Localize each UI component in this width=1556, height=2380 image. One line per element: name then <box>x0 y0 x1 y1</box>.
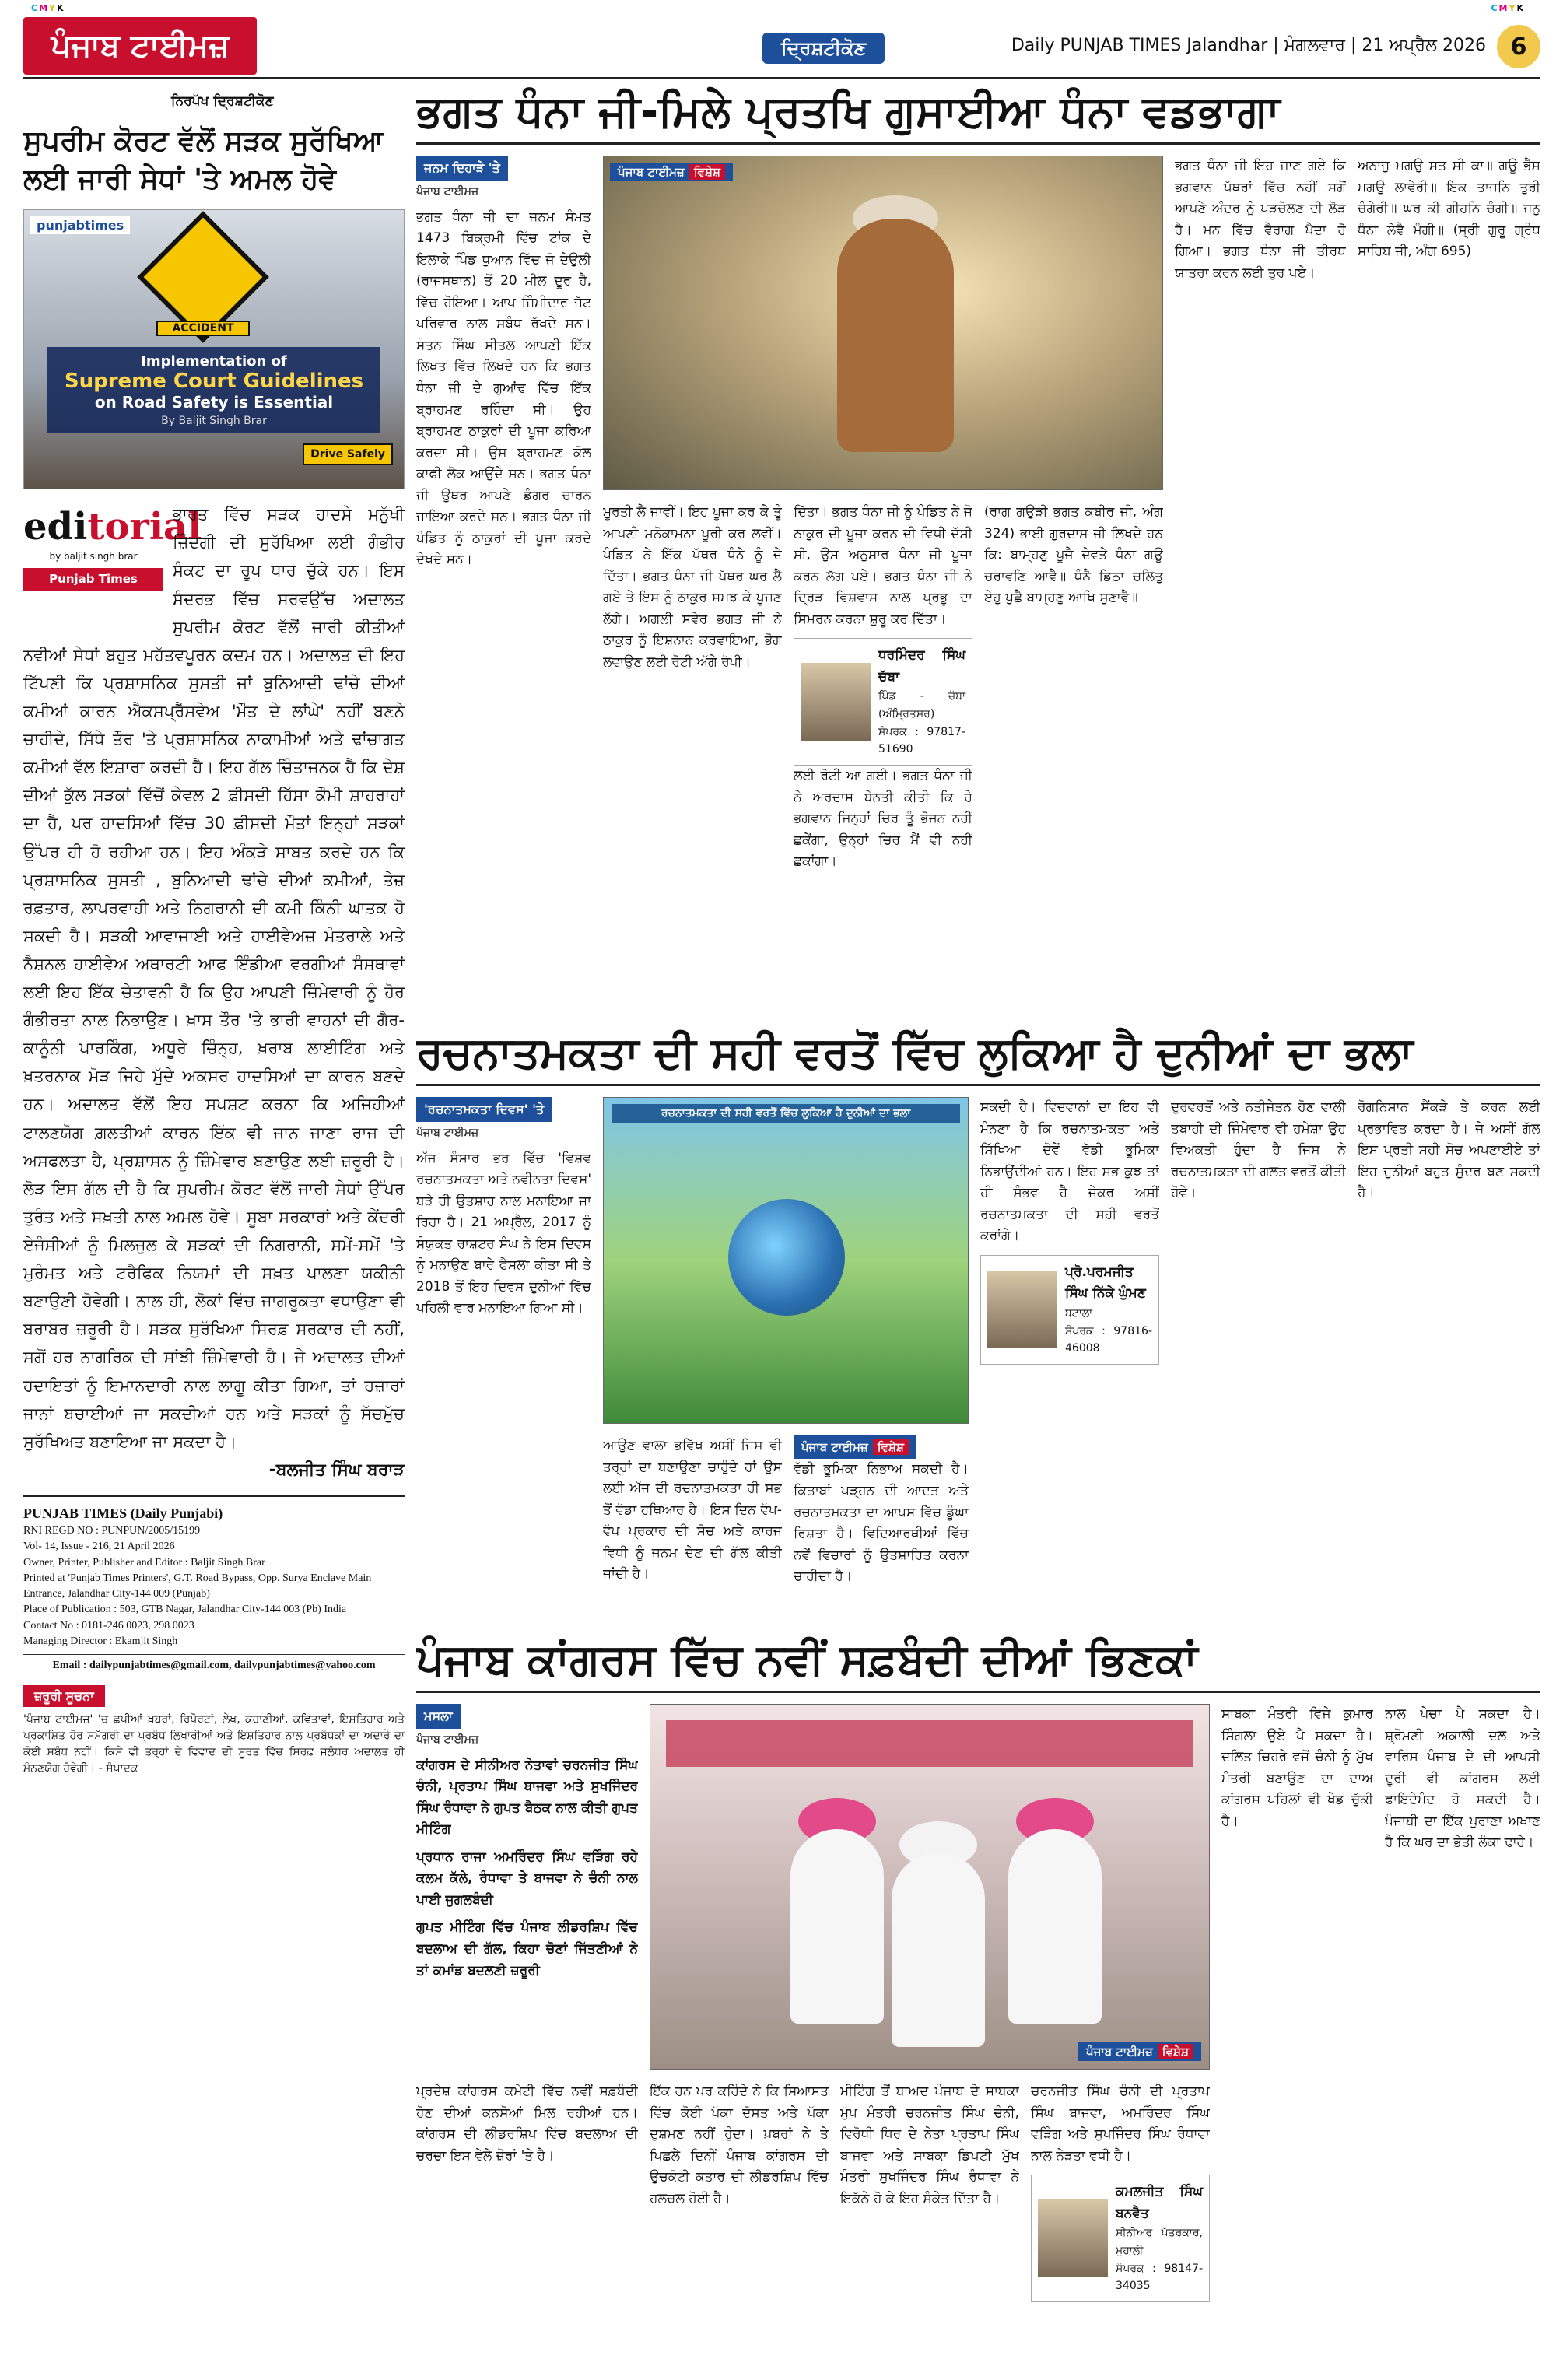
drive-safely-sign: Drive Safely <box>303 443 393 465</box>
punjabtimes-logo: punjabtimes <box>30 216 130 234</box>
story2-col-5-text: ਦੁਰਵਰਤੋਂ ਅਤੇ ਨਤੀਜੇਤਨ ਹੋਣ ਵਾਲੀ ਤਬਾਹੀ ਦੀ ਜਿੰਮੇਵਾਰ ਵੀ ਹਮੇਸ਼ਾ ਉਹ ਵਿਅਕਤੀ ਹੁੰਦਾ ਹੈ ਜਿਸ ਨੇ ਰਚਨਾਤਮਕਤਾ ਦੀ ਗਲਤ ਵਰਤੋਂ ਕੀਤੀ ਹੋਵੇ। <box>1171 1099 1346 1201</box>
accident-label: ACCIDENT <box>156 321 250 336</box>
banner-line-2: Supreme Court Guidelines <box>64 370 364 394</box>
cmyk-k: K <box>57 3 65 13</box>
editorial-body <box>23 500 405 1456</box>
wordmark-part-a: edi <box>23 505 88 549</box>
story2-col-6 <box>1358 1097 1540 1626</box>
story2-col-3 <box>794 1435 969 1626</box>
editorial-text: ਭਾਰਤ ਵਿੱਚ ਸੜਕ ਹਾਦਸੇ ਮਨੁੱਖੀ ਜ਼ਿੰਦਗੀ ਦੀ ਸੁਰੱਖਿਆ ਲਈ ਗੰਭੀਰ ਸੰਕਟ ਦਾ ਰੂਪ ਧਾਰ ਚੁੱਕੇ ਹਨ। ਇਸ ਸੰਦਰਭ ਵਿੱਚ ਸਰਵਉੱਚ ਅਦਾਲਤ ਸੁਪਰੀਮ ਕੋਰਟ ਵੱਲੋਂ ਜਾਰੀ ਕੀਤੀਆਂ ਨਵੀਆਂ ਸੇਧਾਂ ਬਹੁਤ ਮਹੱਤਵਪੂਰਨ ਕਦਮ ਹਨ। ਅਦਾਲਤ ਦੀ ਇਹ ਟਿੱਪਣੀ ਕਿ ਪ੍ਰਸ਼ਾਸਨਿਕ ਸੁਸਤੀ ਜਾਂ ਬੁਨਿਆਦੀ ਢਾਂਚੇ ਦੀਆਂ ਕਮੀਆਂ ਕਾਰਨ ਐਕਸਪ੍ਰੈੱਸਵੇਅ 'ਮੌਤ ਦੇ ਲਾਂਘੇ' ਨਹੀਂ ਬਣਨੇ ਚਾਹੀਦੇ, ਸਿੱਧੇ ਤੌਰ 'ਤੇ ਪ੍ਰਸ਼ਾਸਨਿਕ ਨਾਕਾਮੀਆਂ ਅਤੇ ਢਾਂਚਾਗਤ ਕਮੀਆਂ ਵੱਲ ਇਸ਼ਾਰਾ ਕਰਦੀ ਹੈ। ਇਹ ਗੱਲ ਚਿੰਤਾਜਨਕ ਹੈ ਕਿ ਦੇਸ਼ ਦੀਆਂ ਕੁੱਲ ਸੜਕਾਂ ਵਿੱਚੋਂ ਕੇਵਲ 2 ਫ਼ੀਸਦੀ ਹਿੱਸਾ ਕੌਮੀ ਸ਼ਾਹਰਾਹਾਂ ਦਾ ਹੈ, ਪਰ ਹਾਦਸਿਆਂ ਵਿੱਚ 30 ਫ਼ੀਸਦੀ ਮੌਤਾਂ ਇਨ੍ਹਾਂ ਸੜਕਾਂ ਉੱਪਰ ਹੀ ਹੋ ਰਹੀਆ ਹਨ। ਇਹ ਅੰਕੜੇ ਸਾਬਤ ਕਰਦੇ ਹਨ ਕਿ ਪ੍ਰਸ਼ਾਸਨਿਕ ਸੁਸਤੀ , ਬੁਨਿਆਦੀ ਢਾਂਚੇ ਦੀਆਂ ਕਮੀਆਂ, ਤੇਜ਼ ਰਫ਼ਤਾਰ, ਲਾਪਰਵਾਹੀ ਅਤੇ ਨਿਗਰਾਨੀ ਦੀ ਕਮੀ ਕਿੰਨੀ ਘਾਤਕ ਹੋ ਸਕਦੀ ਹੈ। ਸੜਕੀ ਆਵਾਜਾਈ ਅਤੇ ਹਾਈਵੇਅਜ਼ ਮੰਤਰਾਲੇ ਅਤੇ ਨੈਸ਼ਨਲ ਹਾਈਵੇਅ ਅਥਾਰਟੀ ਆਫ ਇੰਡੀਆ ਵਰਗੀਆਂ ਸੰਸਥਾਵਾਂ ਲਈ ਇਹ ਇੱਕ ਚੇਤਾਵਨੀ ਹੈ ਕਿ ਉਹ ਆਪਣੀ ਜ਼ਿੰਮੇਵਾਰੀ ਨੂੰ ਹੋਰ ਗੰਭੀਰਤਾ ਨਾਲ ਨਿਭਾਉਣ। ਖ਼ਾਸ ਤੌਰ 'ਤੇ ਭਾਰੀ ਵਾਹਨਾਂ ਦੀ ਗੈਰ-ਕਾਨੂੰਨੀ ਪਾਰਕਿੰਗ, ਅਧੂਰੇ ਚਿੰਨ੍ਹ, ਖ਼ਰਾਬ ਲਾਈਟਿੰਗ ਅਤੇ ਖ਼ਤਰਨਾਕ ਮੋੜ ਜਿਹੇ ਮੁੱਦੇ ਅਕਸਰ ਹਾਦਸਿਆਂ ਦਾ ਕਾਰਨ ਬਣਦੇ ਹਨ। ਅਦਾਲਤ ਵੱਲੋਂ ਇਹ ਸਪਸ਼ਟ ਕਰਨਾ ਕਿ ਅਜਿਹੀਆਂ ਟਾਲਣਯੋਗ ਗ਼ਲਤੀਆਂ ਕਾਰਨ ਇੱਕ ਵੀ ਜਾਨ ਜਾਣਾ ਰਾਜ ਦੀ ਅਸਫਲਤਾ ਹੈ, ਪ੍ਰਸ਼ਾਸਨ ਨੂੰ ਜ਼ਿੰਮੇਵਾਰ ਬਣਾਉਣ ਲਈ ਜ਼ਰੂਰੀ ਹੈ। ਲੋੜ ਇਸ ਗੱਲ ਦੀ ਹੈ ਕਿ ਸੁਪਰੀਮ ਕੋਰਟ ਵੱਲੋਂ ਜਾਰੀ ਸੇਧਾਂ ਉੱਪਰ ਤੁਰੰਤ ਅਤੇ ਸਖ਼ਤੀ ਨਾਲ ਅਮਲ ਹੋਵੇ। ਸੂਬਾ ਸਰਕਾਰਾਂ ਅਤੇ ਕੇਂਦਰੀ ਏਜੰਸੀਆਂ ਨੂੰ ਮਿਲਜੁਲ ਕੇ ਸੜਕਾਂ ਦੀ ਨਿਗਰਾਨੀ, ਸਮੇਂ-ਸਮੇਂ 'ਤੇ ਮੁਰੰਮਤ ਅਤੇ ਟਰੈਫਿਕ ਨਿਯਮਾਂ ਦੀ ਸਖ਼ਤ ਪਾਲਣਾ ਯਕੀਨੀ ਬਣਾਉਣੀ ਹੋਵੇਗੀ। ਨਾਲ ਹੀ, ਲੋਕਾਂ ਵਿੱਚ ਜਾਗਰੂਕਤਾ ਵਧਾਉਣਾ ਵੀ ਬਰਾਬਰ ਜ਼ਰੂਰੀ ਹੈ। ਸੜਕ ਸੁਰੱਖਿਆ ਸਿਰਫ਼ ਸਰਕਾਰ ਦੀ ਨਹੀਂ, ਸਗੋਂ ਹਰ ਨਾਗਰਿਕ ਦੀ ਸਾਂਝੀ ਜ਼ਿੰਮੇਵਾਰੀ ਹੈ। ਜੇ ਅਦਾਲਤ ਦੀਆਂ ਹਦਾਇਤਾਂ ਨੂੰ ਇਮਾਨਦਾਰੀ ਨਾਲ ਲਾਗੂ ਕੀਤਾ ਗਿਆ, ਤਾਂ ਹਜ਼ਾਰਾਂ ਜਾਨਾਂ ਬਚਾਈਆਂ ਜਾ ਸਕਦੀਆਂ ਹਨ ਅਤੇ ਸੜਕਾਂ ਨੂੰ ਸੱਚਮੁੱਚ ਸੁਰੱਖਿਅਤ ਬਣਾਇਆ ਜਾ ਸਕਦਾ ਹੈ। <box>23 505 405 1451</box>
notice-body: 'ਪੰਜਾਬ ਟਾਈਮਜ਼' 'ਚ ਛਪੀਆਂ ਖ਼ਬਰਾਂ, ਰਿਪੋਰਟਾਂ, ਲੇਖ, ਕਹਾਣੀਆਂ, ਕਵਿਤਾਵਾਂ, ਇਸ਼ਤਿਹਾਰ ਅਤੇ ਪ੍ਰਕਾਸ਼ਿਤ ਹੋਰ ਸਮੱਗਰੀ ਦਾ ਪ੍ਰਬੰਧ ਲਿਖਾਰੀਆਂ ਅਤੇ ਇਸ਼ਤਿਹਾਰ ਨਾਲ ਪ੍ਰਬੰਧਕਾਂ ਦਾ ਅਦਾਰੇ ਦਾ ਕੋਈ ਸਬੰਧ ਨਹੀਂ। ਕਿਸੇ ਵੀ ਤਰ੍ਹਾਂ ਦੇ ਵਿਵਾਦ ਦੀ ਸੂਰਤ ਵਿੱਚ ਸਿਰਫ਼ ਜਲੰਧਰ ਅਦਾਲਤ ਹੀ ਮੰਨਣਯੋਗ ਹੋਵੇਗੀ। <box>23 1712 405 1775</box>
story2-col-4 <box>980 1097 1159 1626</box>
banner-line-3: on Road Safety is Essential <box>94 393 334 412</box>
story3-col-2 <box>650 2081 829 2357</box>
section-tab: ਦ੍ਰਿਸ਼ਟੀਕੋਣ <box>762 33 885 64</box>
story1-col-3-text: ਦਿੱਤਾ। ਭਗਤ ਧੰਨਾ ਜੀ ਨੂੰ ਪੰਡਿਤ ਨੇ ਜੋ ਠਾਕੁਰ ਦੀ ਪੂਜਾ ਕਰਨ ਦੀ ਵਿਧੀ ਦੱਸੀ ਸੀ, ਉਸ ਅਨੁਸਾਰ ਧੰਨਾ ਜੀ ਪੂਜਾ ਕਰਨ ਲੱਗ ਪਏ। ਭਗਤ ਧੰਨਾ ਜੀ ਨੇ ਦ੍ਰਿੜ ਵਿਸ਼ਵਾਸ ਨਾਲ ਪ੍ਰਭੂ ਦਾ ਸਿਮਰਨ ਕਰਨਾ ਸ਼ੁਰੂ ਕਰ ਦਿੱਤਾ। <box>794 504 972 627</box>
cmyk-marks-left <box>31 3 65 13</box>
badge-text: ਪੰਜਾਬ ਟਾਈਮਜ਼ <box>801 1440 868 1455</box>
author-name: ਕਮਲਜੀਤ ਸਿੰਘ ਬਨਵੈਤ <box>1116 2184 1203 2221</box>
story3-col-5-text: ਸਾਬਕਾ ਮੰਤਰੀ ਵਿਜੇ ਕੁਮਾਰ ਸਿੰਗਲਾ ਉਏ ਪੈ ਸਕਦਾ ਹੈ। ਦਲਿਤ ਚਿਹਰੇ ਵਜੋਂ ਚੰਨੀ ਨੂੰ ਮੁੱਖ ਮੰਤਰੀ ਬਣਾਉਣ ਦਾ ਦਾਅ ਕਾਂਗਰਸ ਪਹਿਲਾਂ ਵੀ ਖੇਡ ਚੁੱਕੀ ਹੈ। <box>1221 1706 1373 1829</box>
banner-byline: By Baljit Singh Brar <box>161 415 267 428</box>
story1-col-4 <box>984 502 1163 996</box>
bhagat-dhanna-painting <box>603 156 1163 490</box>
story2-sub: ਪੰਜਾਬ ਟਾਈਮਜ਼ <box>416 1127 479 1140</box>
author-place: ਸੀਨੀਅਰ ਪੱਤਰਕਾਰ, ਮੁਹਾਲੀ <box>1116 2227 1203 2258</box>
badge-text: ਪੰਜਾਬ ਟਾਈਮਜ਼ <box>618 165 685 180</box>
story2-columns <box>416 1097 1540 1626</box>
imprint-printed: Printed at 'Punjab Times Printers', G.T. Road Bypass, Opp. Surya Enclave Main Entrance, Jalandhar City-144 009 (Punjab) <box>23 1572 372 1600</box>
story3-badge <box>1078 2042 1201 2061</box>
figure-shape <box>837 219 954 452</box>
notice-text <box>23 1712 405 1777</box>
cmyk-k: K <box>1516 3 1525 13</box>
story2-col-1-text: ਅੱਜ ਸੰਸਾਰ ਭਰ ਵਿੱਚ 'ਵਿਸ਼ਵ ਰਚਨਾਤਮਕਤਾ ਅਤੇ ਨਵੀਨਤਾ ਦਿਵਸ' ਬੜੇ ਹੀ ਉਤਸ਼ਾਹ ਨਾਲ ਮਨਾਇਆ ਜਾ ਰਿਹਾ ਹੈ। 21 ਅਪ੍ਰੈਲ, 2017 ਨੂੰ ਸੰਯੁਕਤ ਰਾਸ਼ਟਰ ਸੰਘ ਨੇ ਇਸ ਦਿਵਸ ਨੂੰ ਮਨਾਉਣ ਬਾਰੇ ਫੈਸਲਾ ਕੀਤਾ ਸੀ ਤੇ 2018 ਤੋਂ ਇਹ ਦਿਵਸ ਦੁਨੀਆਂ ਵਿੱਚ ਪਹਿਲੀ ਵਾਰ ਮਨਾਇਆ ਗਿਆ ਸੀ। <box>416 1150 591 1316</box>
story1-col-2 <box>603 502 782 996</box>
cmyk-c: C <box>31 3 40 13</box>
imprint-contact: Contact No : 0181-246 0023, 298 0023 <box>23 1619 194 1632</box>
masthead <box>23 17 1540 79</box>
story1-columns <box>416 156 1540 996</box>
story3-col-5 <box>1221 1704 1373 2357</box>
imprint-place: Place of Publication : 503, GTB Nagar, Jalandhar City-144 003 (Pb) India <box>23 1604 347 1616</box>
editorial-image <box>23 209 405 489</box>
story3-intro-3: ਗੁਪਤ ਮੀਟਿੰਗ ਵਿੱਚ ਪੰਜਾਬ ਲੀਡਰਸ਼ਿਪ ਵਿੱਚ ਬਦਲਾਅ ਦੀ ਗੱਲ, ਕਿਹਾ ਚੋਣਾਂ ਜਿੱਤਣੀਆਂ ਨੇ ਤਾਂ ਕਮਾਂਡ ਬਦਲਣੀ ਜ਼ਰੂਰੀ <box>416 1919 638 1979</box>
badge-tag: ਵਿਸ਼ੇਸ਼ <box>873 1439 909 1455</box>
author-name: ਧਰਮਿੰਦਰ ਸਿੰਘ ਚੱਬਾ <box>878 647 965 685</box>
editorial-headline: ਸੁਪਰੀਮ ਕੋਰਟ ਵੱਲੋਂ ਸੜਕ ਸੁਰੱਖਿਆ ਲਈ ਜਾਰੀ ਸੇਧਾਂ 'ਤੇ ਅਮਲ ਹੋਵੇ <box>23 125 384 195</box>
illustration-title: ਰਚਨਾਤਮਕਤਾ ਦੀ ਸਹੀ ਵਰਤੋਂ ਵਿੱਚ ਲੁਕਿਆ ਹੈ ਦੁਨੀਆਂ ਦਾ ਭਲਾ <box>612 1104 960 1123</box>
brand-logo: ਪੰਜਾਬ ਟਾਈਮਜ਼ <box>23 17 257 75</box>
punjab-times-badge <box>1078 2042 1201 2061</box>
story1-col-2-text: ਮੂਰਤੀ ਲੈ ਜਾਵੀਂ। ਇਹ ਪੂਜਾ ਕਰ ਕੇ ਤੂੰ ਆਪਣੀ ਮਨੋਕਾਮਨਾ ਪੂਰੀ ਕਰ ਲਵੀਂ। ਪੰਡਿਤ ਨੇ ਇੱਕ ਪੱਥਰ ਧੰਨੇ ਨੂੰ ਦੇ ਦਿੱਤਾ। ਭਗਤ ਧੰਨਾ ਜੀ ਪੱਥਰ ਘਰ ਲੈ ਗਏ ਤੇ ਇਸ ਨੂੰ ਠਾਕੁਰ ਸਮਝ ਕੇ ਪੂਜਣ ਲੱਗੇ। ਅਗਲੀ ਸਵੇਰ ਭਗਤ ਜੀ ਨੇ ਠਾਕੁਰ ਨੂੰ ਇਸ਼ਨਾਨ ਕਰਵਾਇਆ, ਭੋਗ ਲਵਾਉਣ ਲਈ ਰੋਟੀ ਅੱਗੇ ਰੱਖੀ। <box>603 504 782 670</box>
cmyk-m: M <box>1498 3 1509 13</box>
story3-author-box <box>1031 2175 1210 2302</box>
imprint <box>23 1495 405 1674</box>
story1-col-3b-text: ਲਈ ਰੋਟੀ ਆ ਗਈ। ਭਗਤ ਧੰਨਾ ਜੀ ਨੇ ਅਰਦਾਸ ਬੇਨਤੀ ਕੀਤੀ ਕਿ ਹੇ ਭਗਵਾਨ ਜਿਨ੍ਹਾਂ ਚਿਰ ਤੂੰ ਭੋਜਨ ਨਹੀਂ ਛਕੇਂਗਾ, ਉਨ੍ਹਾਂ ਚਿਰ ਮੈਂ ਵੀ ਨਹੀਂ ਛਕਾਂਗਾ। <box>794 768 972 870</box>
story2-headline: ਰਚਨਾਤਮਕਤਾ ਦੀ ਸਹੀ ਵਰਤੋਂ ਵਿੱਚ ਲੁਕਿਆ ਹੈ ਦੁਨੀਆਂ ਦਾ ਭਲਾ <box>416 1028 1414 1078</box>
story3-col-4 <box>1031 2081 1210 2357</box>
story1-rule <box>416 142 1540 145</box>
author-place: ਪਿੰਡ - ਚੱਬਾ (ਅੰਮ੍ਰਿਤਸਰ) <box>878 690 965 721</box>
story3-col-2-text: ਇੱਕ ਹਨ ਪਰ ਕਹਿੰਦੇ ਨੇ ਕਿ ਸਿਆਸਤ ਵਿੱਚ ਕੋਈ ਪੱਕਾ ਦੋਸਤ ਅਤੇ ਪੱਕਾ ਦੁਸ਼ਮਣ ਨਹੀਂ ਹੁੰਦਾ। ਖ਼ਬਰਾਂ ਨੇ ਤੇ ਪਿਛਲੇ ਦਿਨੀਂ ਪੰਜਾਬ ਕਾਂਗਰਸ ਦੀ ਉਚਕੋਟੀ ਕਤਾਰ ਦੀ ਲੀਡਰਸ਼ਿਪ ਵਿੱਚ ਹਲਚਲ ਹੋਈ ਹੈ। <box>650 2084 829 2206</box>
story3-col-6-text: ਨਾਲ ਪੇਚਾ ਪੈ ਸਕਦਾ ਹੈ। ਸ਼੍ਰੋਮਣੀ ਅਕਾਲੀ ਦਲ ਅਤੇ ਵਾਰਿਸ ਪੰਜਾਬ ਦੇ ਦੀ ਆਪਸੀ ਦੂਰੀ ਵੀ ਕਾਂਗਰਸ ਲਈ ਫਾਇਦੇਮੰਦ ਹੋ ਸਕਦੀ ਹੈ। ਪੰਜਾਬੀ ਦਾ ਇੱਕ ਪੁਰਾਣਾ ਅਖਾਣ ਹੈ ਕਿ ਘਰ ਦਾ ਭੇਤੀ ਲੰਕਾ ਢਾਹੇ। <box>1385 1706 1540 1851</box>
badge-tag: ਵਿਸ਼ੇਸ਼ <box>689 164 725 180</box>
story3-label: ਮਸਲਾ <box>416 1704 461 1729</box>
author-info <box>1116 2182 1203 2295</box>
author-phone: ਸੰਪਰਕ : 97817-51690 <box>878 725 965 756</box>
imprint-email: Email : dailypunjabtimes@gmail.com, dailypunjabtimes@yahoo.com <box>23 1654 405 1674</box>
author-phone: ਸੰਪਰਕ : 97816-46008 <box>1065 1324 1152 1355</box>
story2-author-box <box>980 1255 1159 1365</box>
story2-label: 'ਰਚਨਾਤਮਕਤਾ ਦਿਵਸ' 'ਤੇ <box>416 1097 552 1122</box>
story2-badge <box>794 1435 916 1459</box>
creativity-illustration <box>603 1097 969 1424</box>
editorial-logo-tag: Punjab Times <box>23 568 163 591</box>
story3-intro-1: ਕਾਂਗਰਸ ਦੇ ਸੀਨੀਅਰ ਨੇਤਾਵਾਂ ਚਰਨਜੀਤ ਸਿੰਘ ਚੰਨੀ, ਪ੍ਰਤਾਪ ਸਿੰਘ ਬਾਜਵਾ ਅਤੇ ਸੁਖਜਿੰਦਰ ਸਿੰਘ ਰੰਧਾਵਾ ਨੇ ਗੁਪਤ ਬੈਠਕ ਨਾਲ ਕੀਤੀ ਗੁਪਤ ਮੀਟਿੰਗ <box>416 1757 638 1838</box>
story1-col-3 <box>794 502 972 996</box>
editorial-image-banner <box>47 347 380 433</box>
story1-col-1-text: ਭਗਤ ਧੰਨਾ ਜੀ ਦਾ ਜਨਮ ਸੰਮਤ 1473 ਬਿਕ੍ਰਮੀ ਵਿੱਚ ਟਾਂਕ ਦੇ ਇਲਾਕੇ ਪਿੰਡ ਧੁਆਨ ਵਿੱਚ ਜੋ ਦੇਉਲੀ (ਰਾਜਸਥਾਨ) ਤੋਂ 20 ਮੀਲ ਦੂਰ ਹੈ, ਵਿੱਚ ਹੋਇਆ। ਆਪ ਜਿੰਮੀਦਾਰ ਜੱਟ ਪਰਿਵਾਰ ਨਾਲ ਸਬੰਧ ਰੱਖਦੇ ਸਨ। ਸੰਤਨ ਸਿੰਘ ਸੀਤਲ ਆਪਣੀ ਇੱਕ ਲਿਖਤ ਵਿੱਚ ਲਿਖਦੇ ਹਨ ਕਿ ਭਗਤ ਧੰਨਾ ਜੀ ਦੇ ਗੁਆਂਢ ਵਿੱਚ ਇੱਕ ਬ੍ਰਾਹਮਣ ਰਹਿੰਦਾ ਸੀ। ਉਹ ਬ੍ਰਾਹਮਣ ਠਾਕੁਰਾਂ ਦੀ ਪੂਜਾ ਕਰਿਆ ਕਰਦਾ ਸੀ। ਉਸ ਬ੍ਰਾਹਮਣ ਕੋਲ ਕਾਫੀ ਲੋਕ ਆਉਂਦੇ ਸਨ। ਭਗਤ ਧੰਨਾ ਜੀ ਉਥਰ ਆਪਣੇ ਡੰਗਰ ਚਾਰਨ ਜਾਇਆ ਕਰਦੇ ਸਨ। ਭਗਤ ਧੰਨਾ ਜੀ ਪੰਡਿਤ ਨੂੰ ਠਾਕੁਰਾਂ ਦੀ ਪੂਜਾ ਕਰਦੇ ਦੇਖਦੇ ਸਨ। <box>416 209 591 568</box>
story3-col-1 <box>416 2081 638 2357</box>
story3-headline: ਪੰਜਾਬ ਕਾਂਗਰਸ ਵਿੱਚ ਨਵੀਂ ਸਫ਼ਬੰਦੀ ਦੀਆਂ ਭਿਣਕਾਂ <box>416 1635 1198 1685</box>
notice-sign: - ਸੰਪਾਦਕ <box>98 1761 138 1775</box>
badge-tag: ਵਿਸ਼ੇਸ਼ <box>1158 2044 1193 2059</box>
author-info <box>1065 1262 1152 1358</box>
author-photo <box>1038 2199 1108 2277</box>
cmyk-m: M <box>39 3 50 13</box>
editorial-logo <box>23 505 202 622</box>
story2-col-4-text: ਸਕਦੀ ਹੈ। ਵਿਦਵਾਨਾਂ ਦਾ ਇਹ ਵੀ ਮੰਨਣਾ ਹੈ ਕਿ ਰਚਨਾਤਮਕਤਾ ਅਤੇ ਸਿੱਖਿਆ ਦੋਵੇਂ ਵੱਡੀ ਭੂਮਿਕਾ ਨਿਭਾਉਂਦੀਆਂ ਹਨ। ਇਹ ਸਭ ਕੁਝ ਤਾਂ ਹੀ ਸੰਭਵ ਹੈ ਜੇਕਰ ਅਸੀਂ ਰਚਨਾਤਮਕਤਾ ਦੀ ਸਹੀ ਵਰਤੋਂ ਕਰਾਂਗੇ। <box>980 1099 1159 1244</box>
story1-author-box <box>794 638 972 766</box>
editorial-signature: -ਬਲਜੀਤ ਸਿੰਘ ਬਰਾੜ <box>268 1460 405 1480</box>
editorial-logo-by: by baljit singh brar <box>49 551 138 563</box>
story-bhagat-dhanna <box>416 86 1540 1027</box>
author-place: ਬਟਾਲਾ <box>1065 1306 1093 1320</box>
stage-banner <box>666 1720 1193 1767</box>
story-punjab-congress <box>416 1634 1540 2357</box>
editorial-kicker: ਨਿਰਪੱਖ ਦ੍ਰਿਸ਼ਟੀਕੋਣ <box>171 93 274 109</box>
story1-col-6-text: ਅਨਾਜੁ ਮਗਉ ਸਤ ਸੀ ਕਾ॥ ਗਊ ਭੈਸ ਮਗਉ ਲਾਵੇਰੀ॥ ਇਕ ਤਾਜਨਿ ਤੁਰੀ ਚੰਗੇਰੀ॥ ਘਰ ਕੀ ਗੀਹਨਿ ਚੰਗੀ॥ ਜਨੁ ਧੰਨਾ ਲੇਵੈ ਮੰਗੀ॥ (ਸ੍ਰੀ ਗੁਰੂ ਗ੍ਰੰਥ ਸਾਹਿਬ ਜੀ, ਅੰਗ 695) <box>1358 158 1540 260</box>
story1-col-5 <box>1175 156 1346 996</box>
author-phone: ਸੰਪਰਕ : 98147-34035 <box>1116 2262 1203 2293</box>
punjab-times-badge <box>610 163 733 181</box>
story3-rule <box>416 1691 1540 1693</box>
cmyk-y: Y <box>49 3 57 13</box>
story2-col-1 <box>416 1097 591 1626</box>
story2-col-5 <box>1171 1097 1346 1626</box>
author-name: ਪ੍ਰੋ.ਪਰਮਜੀਤ ਸਿੰਘ ਨਿੱਕੇ ਘੁੰਮਣ <box>1065 1264 1146 1302</box>
cmyk-c: C <box>1491 3 1499 13</box>
story2-col-6-text: ਰੋਗਨਿਸਾਨ ਸੈਂਕੜੇ ਤੇ ਕਰਨ ਲਈ ਪ੍ਰਭਾਵਿਤ ਕਰਦਾ ਹੈ। ਜੇ ਅਸੀਂ ਗੱਲ ਇਸ ਪ੍ਰਤੀ ਸਹੀ ਸੋਚ ਅਪਣਾਈਏ ਤਾਂ ਇਹ ਦੁਨੀਆਂ ਬਹੁਤ ਸੁੰਦਰ ਬਣ ਸਕਦੀ ਹੈ। <box>1358 1099 1540 1201</box>
page-number: 6 <box>1497 25 1540 68</box>
story3-col-3 <box>840 2081 1019 2357</box>
notice-label: ਜ਼ਰੂਰੀ ਸੂਚਨਾ <box>23 1685 105 1707</box>
badge-text: ਪੰਜਾਬ ਟਾਈਮਜ਼ <box>1085 2045 1153 2059</box>
wordmark-part-b: torial <box>87 505 202 549</box>
person-center <box>892 1852 985 2047</box>
imprint-owner: Owner, Printer, Publisher and Editor : Baljit Singh Brar <box>23 1556 265 1569</box>
banner-line-1: Implementation of <box>141 353 287 370</box>
imprint-title: PUNJAB TIMES (Daily Punjabi) <box>23 1505 223 1521</box>
story3-intro <box>416 1704 638 2070</box>
story3-col-6 <box>1385 1704 1540 2357</box>
editorial-column <box>23 86 405 2357</box>
story1-col-1 <box>416 156 591 996</box>
story3-intro-2: ਪ੍ਰਧਾਨ ਰਾਜਾ ਅਮਰਿੰਦਰ ਸਿੰਘ ਵੜਿੰਗ ਰਹੇ ਕਲਮ ਕੱਲੇ, ਰੰਧਾਵਾ ਤੇ ਬਾਜਵਾ ਨੇ ਚੰਨੀ ਨਾਲ ਪਾਈ ਜੁਗਲਬੰਦੀ <box>416 1849 638 1908</box>
story-creativity <box>416 1027 1540 1626</box>
person-right <box>1008 1829 1102 2024</box>
story1-col-5-text: ਭਗਤ ਧੰਨਾ ਜੀ ਇਹ ਜਾਣ ਗਏ ਕਿ ਭਗਵਾਨ ਪੱਥਰਾਂ ਵਿੱਚ ਨਹੀਂ ਸਗੋਂ ਆਪਣੇ ਅੰਦਰ ਨੂੰ ਪੜਚੋਲਣ ਦੀ ਲੋੜ ਹੈ। ਮਨ ਵਿੱਚ ਵੈਰਾਗ ਪੈਦਾ ਹੋ ਗਿਆ। ਭਗਤ ਧੰਨਾ ਜੀ ਤੀਰਥ ਯਾਤਰਾ ਕਰਨ ਲਈ ਤੁਰ ਪਏ। <box>1175 158 1346 281</box>
story1-col-6 <box>1358 156 1540 996</box>
imprint-vol: Vol- 14, Issue - 216, 21 April 2026 <box>23 1541 175 1553</box>
story1-label: ਜਨਮ ਦਿਹਾੜੇ 'ਤੇ <box>416 156 508 181</box>
imprint-md: Managing Director : Ekamjit Singh <box>23 1635 178 1648</box>
author-photo <box>987 1271 1057 1348</box>
dateline: Daily PUNJAB TIMES Jalandhar | ਮੰਗਲਵਾਰ | 21 ਅਪ੍ਰੈਲ 2026 <box>1011 36 1486 55</box>
story2-col-2-text: ਆਉਣ ਵਾਲਾ ਭਵਿੱਖ ਅਸੀਂ ਜਿਸ ਵੀ ਤਰ੍ਹਾਂ ਦਾ ਬਣਾਉਣਾ ਚਾਹੁੰਦੇ ਹਾਂ ਉਸ ਲਈ ਅੱਜ ਦੀ ਰਚਨਾਤਮਕਤਾ ਹੀ ਸਭ ਤੋਂ ਵੱਡਾ ਹਥਿਆਰ ਹੈ। ਇਸ ਦਿਨ ਵੱਖ-ਵੱਖ ਪ੍ਰਕਾਰ ਦੀ ਸੋਚ ਅਤੇ ਕਾਰਜ ਵਿਧੀ ਨੂੰ ਜਨਮ ਦੇਣ ਦੀ ਗੱਲ ਕੀਤੀ ਜਾਂਦੀ ਹੈ। <box>603 1438 782 1583</box>
story1-sub: ਪੰਜਾਬ ਟਾਈਮਜ਼ <box>416 185 479 198</box>
story3-col-1-text: ਪ੍ਰਦੇਸ਼ ਕਾਂਗਰਸ ਕਮੇਟੀ ਵਿੱਚ ਨਵੀਂ ਸਫ਼ਬੰਦੀ ਹੋਣ ਦੀਆਂ ਕਨਸੋਆਂ ਮਿਲ ਰਹੀਆਂ ਹਨ। ਕਾਂਗਰਸ ਦੀ ਲੀਡਰਸ਼ਿਪ ਵਿੱਚ ਬਦਲਾਅ ਦੀ ਚਰਚਾ ਇਸ ਵੇਲੇ ਜ਼ੋਰਾਂ 'ਤੇ ਹੈ। <box>416 2084 638 2164</box>
story1-headline: ਭਗਤ ਧੰਨਾ ਜੀ-ਮਿਲੇ ਪ੍ਰਤਖਿ ਗੁਸਾਈਆ ਧੰਨਾ ਵਡਭਾਗਾ <box>416 86 1281 137</box>
story3-columns <box>416 1704 1540 2357</box>
earth-globe-icon <box>728 1199 845 1316</box>
person-left <box>790 1829 884 2024</box>
story3-sub: ਪੰਜਾਬ ਟਾਈਮਜ਼ <box>416 1733 479 1747</box>
imprint-rni: RNI REGD NO : PUNPUN/2005/15199 <box>23 1525 201 1537</box>
story3-col-3-text: ਮੀਟਿੰਗ ਤੋਂ ਬਾਅਦ ਪੰਜਾਬ ਦੇ ਸਾਬਕਾ ਮੁੱਖ ਮੰਤਰੀ ਚਰਨਜੀਤ ਸਿੰਘ ਚੰਨੀ, ਵਿਰੋਧੀ ਧਿਰ ਦੇ ਨੇਤਾ ਪ੍ਰਤਾਪ ਸਿੰਘ ਬਾਜਵਾ ਅਤੇ ਸਾਬਕਾ ਡਿਪਟੀ ਮੁੱਖ ਮੰਤਰੀ ਸੁਖਜਿੰਦਰ ਸਿੰਘ ਰੰਧਾਵਾ ਨੇ ਇਕੱਠੇ ਹੋ ਕੇ ਇਹ ਸੰਕੇਤ ਦਿੱਤਾ ਹੈ। <box>840 2084 1019 2206</box>
cmyk-y: Y <box>1509 3 1517 13</box>
author-info <box>878 645 965 759</box>
author-photo <box>801 663 871 741</box>
editorial-wordmark <box>23 505 202 549</box>
cmyk-marks-right <box>1491 3 1525 13</box>
story2-col-2 <box>603 1435 782 1626</box>
story1-col-4-text: (ਰਾਗ ਗਉੜੀ ਭਗਤ ਕਬੀਰ ਜੀ, ਅੰਗ 324) ਭਾਈ ਗੁਰਦਾਸ ਜੀ ਲਿਖਦੇ ਹਨ ਕਿ: ਬਾਮ੍ਹਣੁ ਪੂਜੈ ਦੇਵਤੇ ਧੰਨਾ ਗਊ ਚਰਾਵਣਿ ਆਵੈ॥ ਧੰਨੈ ਡਿਠਾ ਚਲਿਤੁ ਏਹੁ ਪੁਛੈ ਬਾਮ੍ਹਣੁ ਆਖਿ ਸੁਣਾਵੈ॥ <box>984 504 1163 606</box>
congress-leaders-photo <box>650 1704 1210 2070</box>
story2-rule <box>416 1084 1540 1086</box>
story2-col-3-text: ਵੱਡੀ ਭੂਮਿਕਾ ਨਿਭਾਅ ਸਕਦੀ ਹੈ। ਕਿਤਾਬਾਂ ਪੜ੍ਹਨ ਦੀ ਆਦਤ ਅਤੇ ਰਚਨਾਤਮਕਤਾ ਦਾ ਆਪਸ ਵਿੱਚ ਡੂੰਘਾ ਰਿਸ਼ਤਾ ਹੈ। ਵਿਦਿਆਰਥੀਆਂ ਵਿੱਚ ਨਵੇਂ ਵਿਚਾਰਾਂ ਨੂੰ ਉਤਸ਼ਾਹਿਤ ਕਰਨਾ ਚਾਹੀਦਾ ਹੈ। <box>794 1461 969 1585</box>
story1-badge <box>610 163 733 181</box>
story3-col-4-text: ਚਰਨਜੀਤ ਸਿੰਘ ਚੰਨੀ ਦੀ ਪ੍ਰਤਾਪ ਸਿੰਘ ਬਾਜਵਾ, ਅਮਰਿੰਦਰ ਸਿੰਘ ਵੜਿੰਗ ਅਤੇ ਸੁਖਜਿੰਦਰ ਸਿੰਘ ਰੰਧਾਵਾ ਨਾਲ ਨੇੜਤਾ ਵਧੀ ਹੈ। <box>1031 2084 1210 2164</box>
